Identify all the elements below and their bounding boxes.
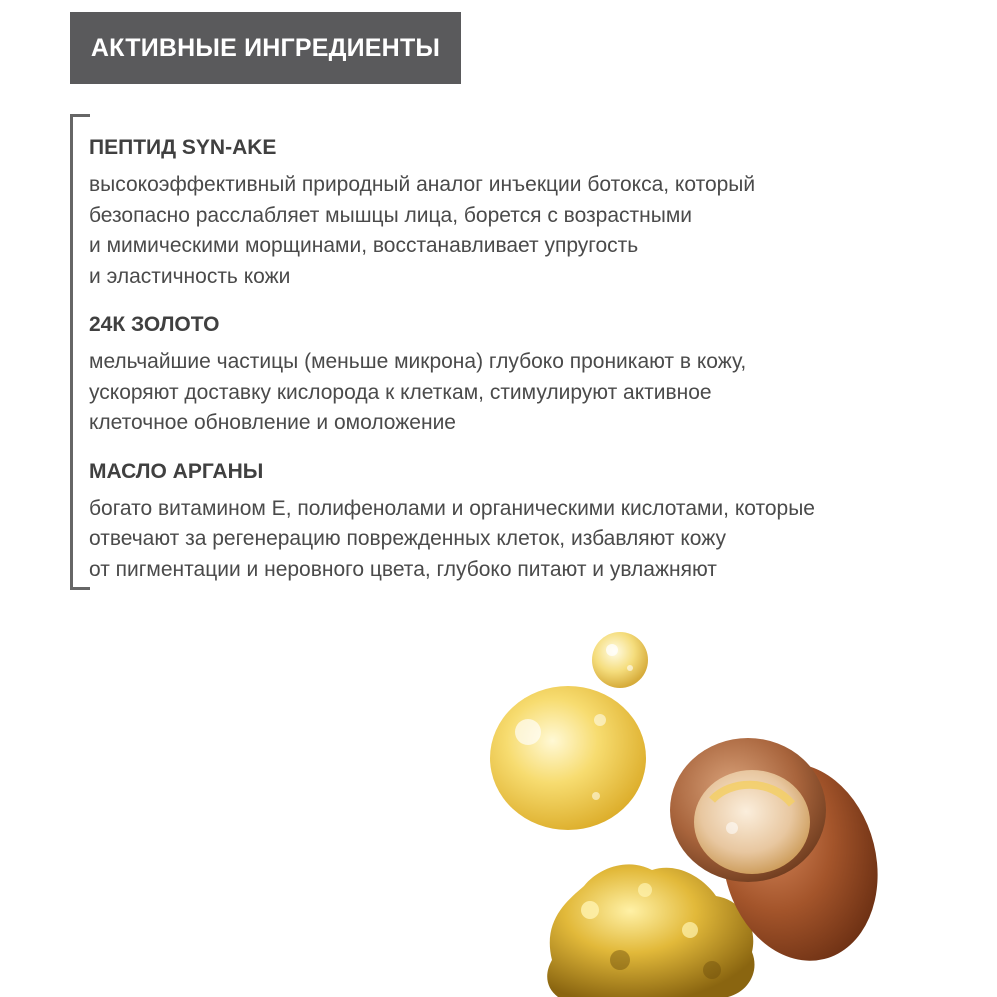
description-line: отвечают за регенерацию поврежденных клеток, избавляют кожу (89, 527, 727, 550)
ingredient-description (89, 170, 969, 292)
ingredient-argan-oil (89, 456, 969, 586)
description-line: и мимическими морщинами, восстанавливает упругость (89, 234, 639, 257)
ingredients-illustration (480, 600, 997, 997)
ingredients-list (89, 132, 969, 602)
ingredient-description (89, 494, 969, 586)
description-line: ускоряют доставку кислорода к клеткам, стимулируют активное (89, 380, 712, 404)
oil-droplet-icon (490, 686, 646, 830)
description-line: и эластичность кожи (89, 264, 291, 288)
ingredient-title: ПЕПТИД SYN-AKE (89, 136, 277, 159)
left-bracket-decoration (70, 114, 90, 590)
gold-nugget-icon (547, 864, 754, 997)
ingredient-description (89, 347, 969, 439)
description-line: клеточное обновление и омоложение (89, 411, 456, 434)
argan-nut-icon (670, 738, 826, 882)
description-line: мельчайшие частицы (меньше микрона) глубоко проникают в кожу, (89, 350, 747, 373)
ingredient-peptide (89, 132, 969, 292)
oil-droplet-icon (592, 632, 648, 688)
ingredient-title: МАСЛО АРГАНЫ (89, 459, 264, 483)
header-banner (70, 12, 461, 84)
ingredient-gold (89, 309, 969, 439)
description-line: богато витамином Е, полифенолами и органическими кислотами, которые (89, 496, 815, 520)
description-line: высокоэффективный природный аналог инъекции ботокса, который (89, 173, 756, 196)
description-line: безопасно расслабляет мышцы лица, борется с возрастными (89, 203, 692, 227)
page-title: АКТИВНЫЕ ИНГРЕДИЕНТЫ (90, 33, 441, 62)
ingredient-title: 24К ЗОЛОТО (89, 313, 220, 336)
description-line: от пигментации и неровного цвета, глубоко питают и увлажняют (89, 557, 717, 581)
